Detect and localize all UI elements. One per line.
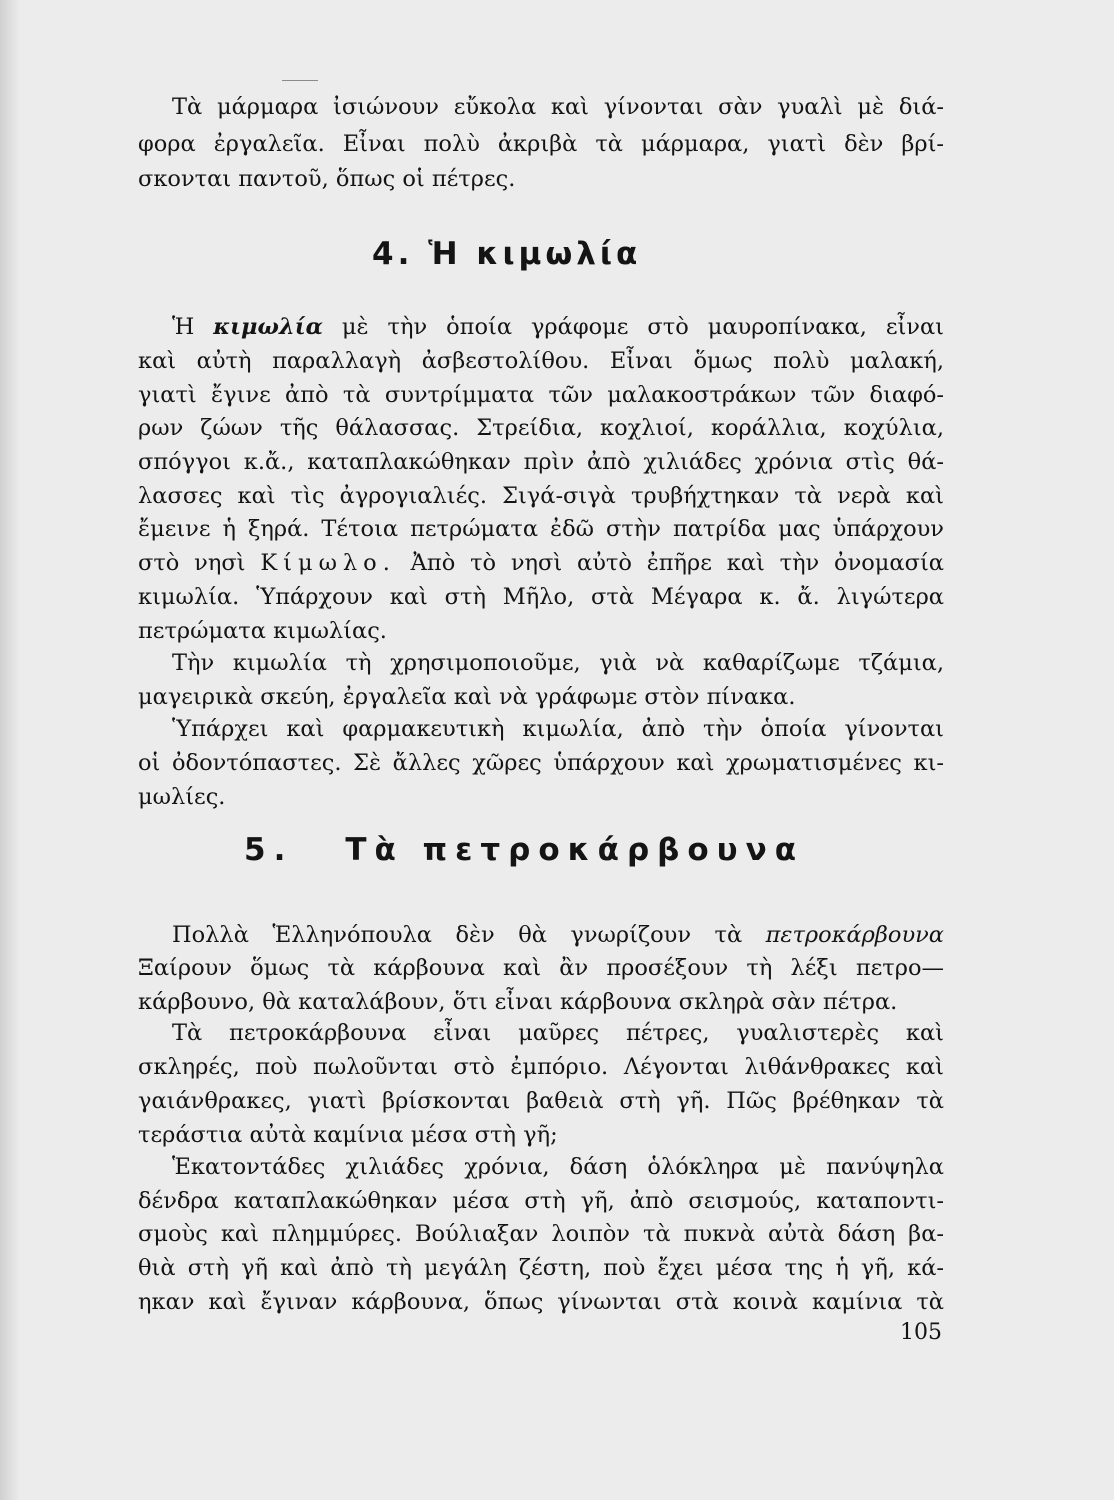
text-line: Ἡ κιμωλία μὲ τὴν ὁποία γράφομε στὸ μαυροπίνακα, εἶναι (172, 314, 944, 340)
text-line: δένδρα καταπλακώθηκαν μέσα στὴ γῆ, ἀπὸ σεισμούς, καταποντι- (138, 1188, 944, 1214)
text-line: ηκαν καὶ ἔγιναν κάρβουνα, ὅπως γίνωνται στὰ κοινὰ καμίνια τὰ (138, 1289, 944, 1315)
text-line: γαιάνθρακες, γιατὶ βρίσκονται βαθειὰ στὴ γῆ. Πῶς βρέθηκαν τὰ (138, 1088, 944, 1114)
top-rule (282, 80, 318, 81)
section-heading-chalk (372, 236, 641, 272)
text-line: σμοὺς καὶ πλημμύρες. Βούλιαξαν λοιπὸν τὰ πυκνὰ αὐτὰ δάση βα- (138, 1221, 944, 1247)
text-line: Ἑκατοντάδες χιλιάδες χρόνια, δάση ὁλόκληρα μὲ πανύψηλα (172, 1154, 944, 1180)
text-line: λασσες καὶ τὶς ἀγρογιαλιές. Σιγά-σιγὰ τρυβήχτηκαν τὰ νερὰ καὶ (138, 483, 944, 509)
text-line: σκληρές, ποὺ πωλοῦνται στὸ ἐμπόριο. Λέγονται λιθάνθρακες καὶ (138, 1054, 944, 1080)
text-line: Τὰ μάρμαρα ἰσιώνουν εὔκολα καὶ γίνονται σὰν γυαλὶ μὲ διά- (172, 94, 944, 120)
text-line: φορα ἐργαλεῖα. Εἶναι πολὺ ἀκριβὰ τὰ μάρμαρα, γιατὶ δὲν βρί- (138, 131, 944, 157)
text-line: θιὰ στὴ γῆ καὶ ἀπὸ τὴ μεγάλη ζέστη, ποὺ ἔχει μέσα της ἡ γῆ, κά- (138, 1255, 944, 1281)
page-fold-shadow (0, 0, 20, 1500)
text-line: Ξαίρουν ὅμως τὰ κάρβουνα καὶ ἂν προσέξουν τὴ λέξι πετρο— (138, 955, 944, 981)
text-line: Τὰ πετροκάρβουνα εἶναι μαῦρες πέτρες, γυαλιστερὲς καὶ (172, 1020, 944, 1046)
text-line: Ὑπάρχει καὶ φαρμακευτικὴ κιμωλία, ἀπὸ τὴν ὁποία γίνονται (172, 716, 944, 742)
text-line: μωλίες. (138, 784, 226, 810)
section-heading-coal (244, 832, 804, 868)
text-line: κιμωλία. Ὑπάρχουν καὶ στὴ Μῆλο, στὰ Μέγαρα κ. ἄ. λιγώτερα (138, 584, 944, 610)
emphasized-term: πετροκάρβουνα (765, 922, 944, 948)
text-line: πετρώματα κιμωλίας. (138, 618, 387, 644)
section-number: 4. (372, 236, 414, 272)
text-line: μαγειρικὰ σκεύη, ἐργαλεῖα καὶ νὰ γράφωμε στὸν πίνακα. (138, 684, 796, 710)
section-title: Τὰ πετροκάρβουνα (345, 832, 804, 868)
text-line: γιατὶ ἔγινε ἀπὸ τὰ συντρίμματα τῶν μαλακοστράκων τῶν διαφό- (138, 382, 944, 408)
text-line: ρων ζώων τῆς θάλασσας. Στρείδια, κοχλιοί, κοράλλια, κοχύλια, (138, 415, 944, 441)
emphasized-term: κιμωλία (213, 314, 323, 340)
section-title: Ἡ κιμωλία (428, 236, 642, 272)
text-line: σκονται παντοῦ, ὅπως οἱ πέτρες. (138, 166, 516, 192)
text-line: Τὴν κιμωλία τὴ χρησιμοποιοῦμε, γιὰ νὰ καθαρίζωμε τζάμια, (172, 650, 944, 676)
text-line: οἱ ὀδοντόπαστες. Σὲ ἄλλες χῶρες ὑπάρχουν καὶ χρωματισμένες κι- (138, 750, 944, 776)
page-number: 105 (900, 1320, 942, 1345)
spaced-place-name: Κίμωλο. (260, 550, 396, 576)
text-line: Πολλὰ Ἑλληνόπουλα δὲν θὰ γνωρίζουν τὰ πετροκάρβουνα (172, 922, 944, 948)
text-line: τεράστια αὐτὰ καμίνια μέσα στὴ γῆ; (138, 1122, 558, 1148)
text-line: κάρβουνο, θὰ καταλάβουν, ὅτι εἶναι κάρβουνα σκληρὰ σὰν πέτρα. (138, 989, 898, 1015)
text-line: στὸ νησὶ Κίμωλο. Ἀπὸ τὸ νησὶ αὐτὸ ἐπῆρε καὶ τὴν ὀνομασία (138, 550, 944, 576)
text-line: ἔμεινε ἡ ξηρά. Τέτοια πετρώματα ἐδῶ στὴν πατρίδα μας ὑπάρχουν (138, 516, 944, 542)
section-number: 5. (244, 832, 294, 868)
text-line: καὶ αὐτὴ παραλλαγὴ ἀσβεστολίθου. Εἶναι ὅμως πολὺ μαλακή, (138, 348, 944, 374)
text-line: σπόγγοι κ.ἄ., καταπλακώθηκαν πρὶν ἀπὸ χιλιάδες χρόνια στὶς θά- (138, 449, 944, 475)
